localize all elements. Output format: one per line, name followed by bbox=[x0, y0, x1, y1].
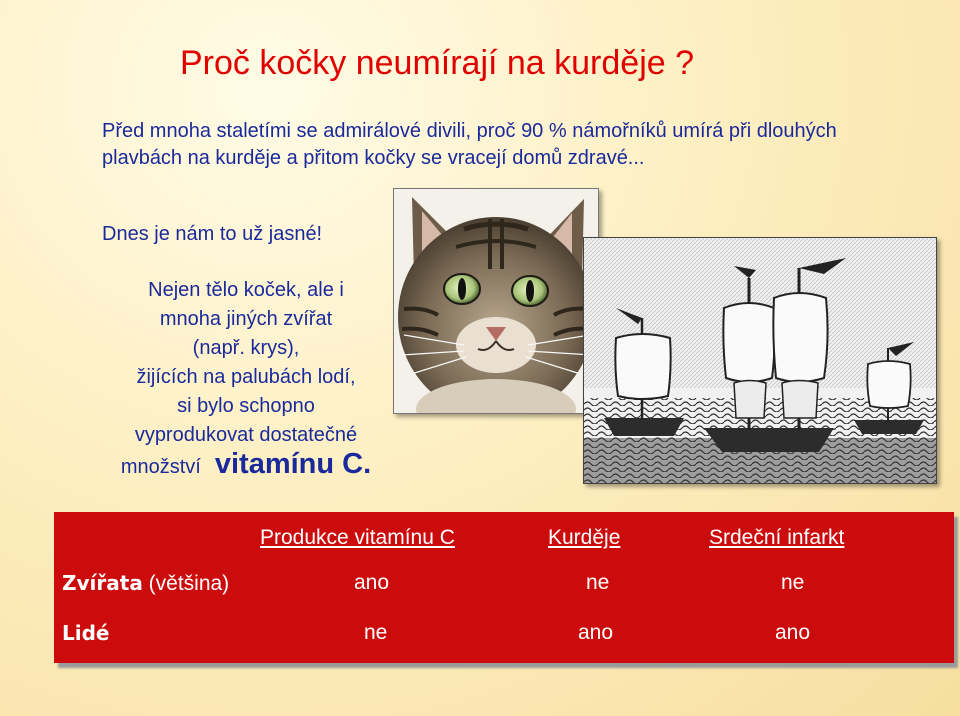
table-cell: ne bbox=[586, 571, 610, 594]
row-label-main: Zvířata bbox=[62, 571, 143, 595]
table-cell: ano bbox=[354, 571, 390, 594]
side-text-small: množství bbox=[120, 456, 201, 478]
table-cell: ne bbox=[781, 571, 805, 594]
side-text-emphasis: vitamínu C. bbox=[214, 448, 372, 480]
side-text-line: mnoha jiných zvířat bbox=[159, 308, 333, 330]
side-text-line: (např. krys), bbox=[192, 337, 300, 359]
side-text-line: žijících na palubách lodí, bbox=[136, 366, 356, 388]
intro-paragraph: Před mnoha staletími se admirálové divili, proč 90 % námořníků umírá při dlouhých plavbách na kurděje a přitom kočky se vracejí domů zdravé... bbox=[102, 120, 837, 169]
comparison-table bbox=[54, 512, 954, 663]
ships-illustration bbox=[584, 238, 936, 483]
header-vitamin-c-production: Produkce vitamínu C bbox=[260, 526, 455, 549]
ships-engraving bbox=[583, 237, 937, 484]
table-cell: ano bbox=[775, 621, 811, 644]
row-label-suffix: (většina) bbox=[148, 572, 230, 595]
table-cell: ano bbox=[578, 621, 614, 644]
row-label-main: Lidé bbox=[62, 621, 110, 645]
row-label-animals bbox=[62, 571, 229, 596]
row-label-humans bbox=[62, 621, 109, 646]
side-text-line: vyprodukovat dostatečné bbox=[134, 424, 358, 446]
header-scurvy: Kurděje bbox=[548, 526, 621, 549]
side-text-last-line bbox=[98, 450, 394, 482]
cat-photo bbox=[393, 188, 599, 414]
clear-statement: Dnes je nám to už jasné! bbox=[102, 223, 323, 245]
slide-title: Proč kočky neumírají na kurděje ? bbox=[180, 44, 695, 82]
side-text-line: si bylo schopno bbox=[177, 395, 315, 417]
side-text-block bbox=[98, 276, 394, 482]
table-cell: ne bbox=[364, 621, 388, 644]
header-heart-attack: Srdeční infarkt bbox=[709, 526, 845, 549]
cat-illustration bbox=[394, 189, 598, 413]
side-text-line: Nejen tělo koček, ale i bbox=[148, 279, 344, 301]
